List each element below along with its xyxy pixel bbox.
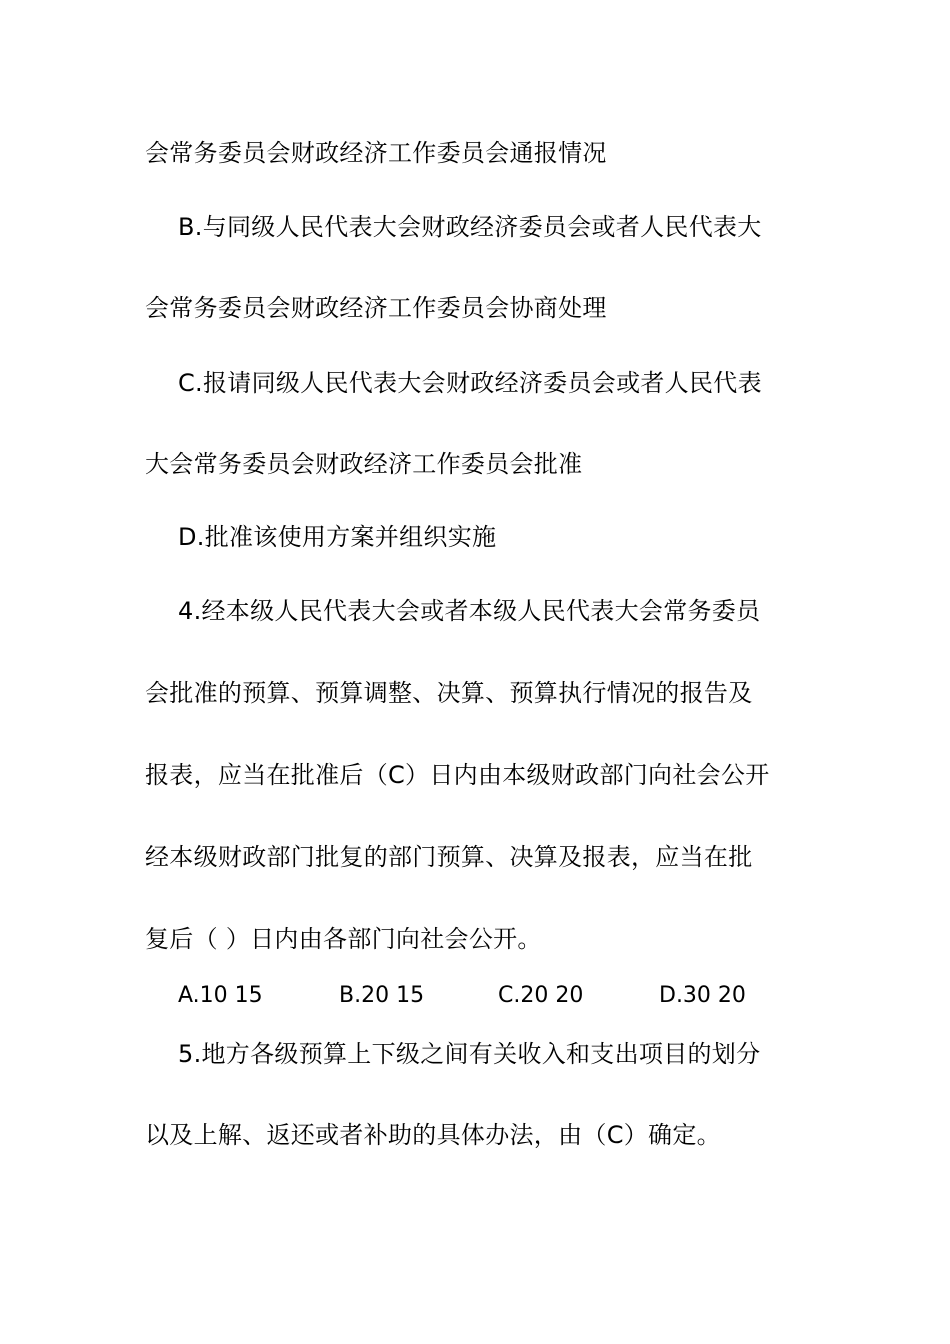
question-5-line-1: 5.地方各级预算上下级之间有关收入和支出项目的划分: [178, 1040, 761, 1068]
option-b: B.20 15: [339, 983, 425, 1008]
option-b-line-1: B.与同级人民代表大会财政经济委员会或者人民代表大: [178, 213, 762, 241]
question-5-line-2: 以及上解、返还或者补助的具体办法，由（C）确定。: [145, 1121, 721, 1149]
option-c: C.20 20: [498, 983, 584, 1008]
question-4-line-1: 4.经本级人民代表大会或者本级人民代表大会常务委员: [178, 597, 761, 625]
question-4-line-3: 报表，应当在批准后（C）日内由本级财政部门向社会公开: [145, 761, 770, 789]
option-c-line-1: C.报请同级人民代表大会财政经济委员会或者人民代表: [178, 369, 762, 397]
question-4-line-2: 会批准的预算、预算调整、决算、预算执行情况的报告及: [145, 679, 753, 707]
text-line-1: 会常务委员会财政经济工作委员会通报情况: [145, 139, 607, 167]
option-b-line-2: 会常务委员会财政经济工作委员会协商处理: [145, 294, 607, 322]
option-d-line: D.批准该使用方案并组织实施: [178, 523, 497, 551]
option-a: A.10 15: [178, 983, 263, 1008]
option-d: D.30 20: [659, 983, 746, 1008]
question-4-line-4: 经本级财政部门批复的部门预算、决算及报表，应当在批: [145, 843, 753, 871]
question-4-options: [178, 980, 818, 1012]
question-4-line-5: 复后（ ）日内由各部门向社会公开。: [145, 925, 542, 953]
option-c-line-2: 大会常务委员会财政经济工作委员会批准: [145, 450, 583, 478]
